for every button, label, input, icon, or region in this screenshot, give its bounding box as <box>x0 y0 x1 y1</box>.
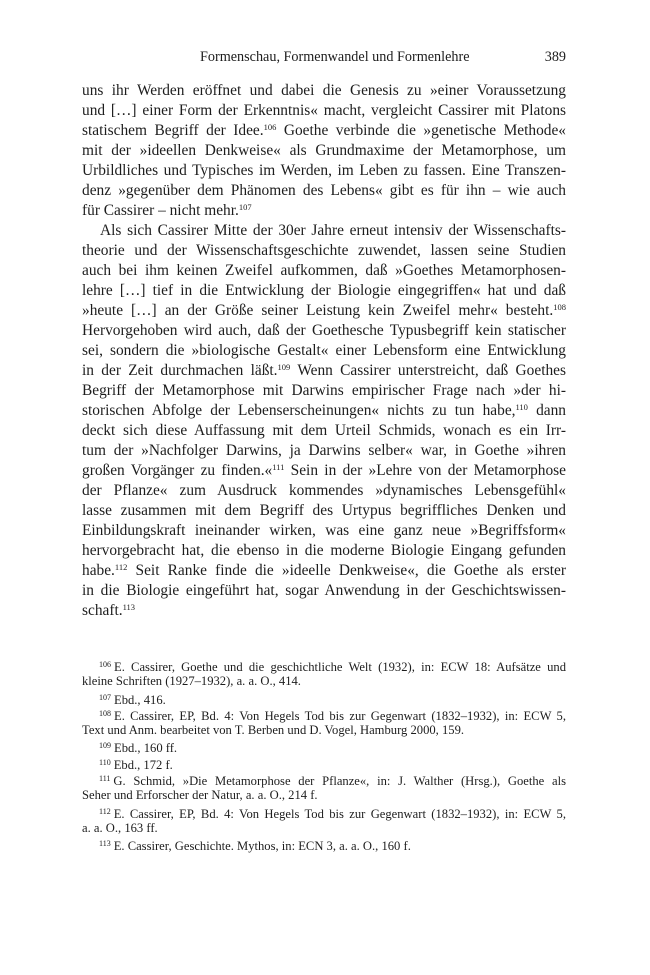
footnote-reference[interactable]: 110 <box>515 402 528 412</box>
body-line <box>82 321 566 341</box>
body-line <box>82 561 566 581</box>
footnote-line <box>82 706 566 722</box>
page-number: 389 <box>544 49 566 65</box>
body-line-text: schaft. <box>82 602 123 619</box>
footnote-line <box>82 673 566 689</box>
body-line-text: storischen Abfolge der Lebenserscheinungen« nichts zu tun habe, <box>82 402 516 419</box>
body-line <box>82 581 566 601</box>
body-line-text: uns ihr Werden eröffnet und dabei die Genesis zu »einer Voraussetzung <box>82 82 566 99</box>
body-line-text: in der Zeit durchmachen läßt. <box>82 362 278 379</box>
body-line <box>82 121 566 141</box>
body-line-continuation: Goethe verbinde die »genetische Methode« <box>276 122 566 139</box>
body-line <box>82 341 566 361</box>
body-line <box>82 81 566 101</box>
body-line <box>82 381 566 401</box>
footnote-text: E. Cassirer, EP, Bd. 4: Von Hegels Tod bis zur Gegenwart (1832–1932), in: ECW 5, <box>114 708 566 723</box>
body-line <box>82 481 566 501</box>
body-line <box>82 401 566 421</box>
footnote-text: E. Cassirer, Geschichte. Mythos, in: ECN 3, a. a. O., 160 f. <box>113 839 411 854</box>
footnote-line <box>82 755 566 771</box>
footnote-number: 107 <box>99 692 111 702</box>
footnote-text: Ebd., 160 ff. <box>114 741 178 756</box>
body-line <box>82 521 566 541</box>
body-line <box>82 201 566 221</box>
footnote-line <box>82 836 566 852</box>
footnote-line <box>82 804 566 820</box>
body-line-text: Begriff der Metamorphose mit Darwins empirischer Frage nach »der hi- <box>82 382 566 399</box>
body-line <box>82 261 566 281</box>
body-line-text: statischem Begriff der Idee. <box>82 122 264 139</box>
footnote-text: kleine Schriften (1927–1932), a. a. O., 414. <box>82 674 301 689</box>
body-line-text: Hervorgehoben wird auch, daß der Goethesche Typusbegriff kein statischer <box>82 322 566 339</box>
body-line <box>82 301 566 321</box>
footnote-number: 112 <box>99 806 111 816</box>
footnote-text: E. Cassirer, Goethe und die geschichtliche Welt (1932), in: ECW 18: Aufsätze und <box>114 660 566 674</box>
footnote-number: 109 <box>99 741 111 751</box>
body-line <box>82 501 566 521</box>
body-text <box>82 81 566 621</box>
footnote-number: 108 <box>99 708 111 718</box>
body-line-text: Urbildliches und Typisches im Werden, im Leben zu fassen. Eine Transzen- <box>82 162 566 179</box>
body-line <box>82 161 566 181</box>
footnote-text: a. a. O., 163 ff. <box>82 820 158 835</box>
footnote-text: Ebd., 416. <box>114 692 166 707</box>
body-line-text: großen Vorgänger zu finden.« <box>82 462 273 479</box>
footnotes <box>82 657 566 853</box>
body-line-text: lasse zusammen mit dem Begriff des Urtypus begriffliches Denken und <box>82 502 566 519</box>
footnote-line <box>82 820 566 836</box>
body-line <box>82 221 566 241</box>
footnote-reference[interactable]: 108 <box>553 302 566 312</box>
body-line-text: für Cassirer – nicht mehr. <box>82 202 239 219</box>
footnote-line <box>82 771 566 787</box>
body-line-continuation: dann <box>527 402 566 419</box>
body-line <box>82 421 566 441</box>
body-line <box>82 461 566 481</box>
footnote-number: 113 <box>99 839 111 849</box>
body-line-continuation: Sein in der »Lehre von der Metamorphose <box>284 462 566 479</box>
body-line-text: theorie und der Wissenschaftsgeschichte zuwendet, lassen seine Studien <box>82 242 566 259</box>
body-line <box>82 441 566 461</box>
footnote-text: Ebd., 172 f. <box>113 757 173 772</box>
body-line <box>82 601 566 621</box>
footnote-number: 111 <box>99 774 111 784</box>
footnote-text: E. Cassirer, EP, Bd. 4: Von Hegels Tod bis zur Gegenwart (1832–1932), in: ECW 5, <box>113 806 566 821</box>
body-line <box>82 361 566 381</box>
body-line-text: Einbildungskraft ineinander wirken, was eine ganz neue »Begriffsform« <box>82 522 566 539</box>
body-line-text: mit der »ideellen Denkweise« als Grundmaxime der Metamorphose, um <box>82 142 566 159</box>
body-line-text: »heute […] an der Größe seiner Leistung kein Zweifel mehr« besteht. <box>82 302 554 319</box>
footnote-line <box>82 738 566 754</box>
footnote-number: 106 <box>99 660 111 669</box>
body-line-text: der Pflanze« zum Ausdruck kommendes »dynamisches Lebensgefühl« <box>82 482 566 499</box>
footnote-reference[interactable]: 112 <box>114 562 128 572</box>
footnote-line <box>82 722 566 738</box>
footnote-line <box>82 787 566 803</box>
footnote-text: Seher und Erforscher der Natur, a. a. O., 214 f. <box>82 788 318 803</box>
body-line <box>82 541 566 561</box>
footnote-reference[interactable]: 107 <box>238 202 252 212</box>
body-line <box>82 241 566 261</box>
body-line-text: in die Biologie eingeführt hat, sogar Anwendung in der Geschichtswissen- <box>82 582 566 599</box>
footnote-reference[interactable]: 106 <box>263 122 277 132</box>
body-line-text: hervorgebracht hat, die ebenso in die moderne Biologie Eingang gefunden <box>82 542 566 559</box>
footnote-reference[interactable]: 109 <box>277 362 291 372</box>
body-line <box>82 281 566 301</box>
body-line-text: habe. <box>82 562 115 579</box>
body-line-continuation: Wenn Cassirer unterstreicht, daß Goethes <box>290 362 566 379</box>
body-line-text: und […] einer Form der Erkenntnis« macht, vergleicht Cassirer mit Platons <box>82 102 566 119</box>
body-line-continuation: Seit Ranke finde die »ideelle Denkweise«, die Goethe als erster <box>127 562 566 579</box>
body-line-text: deckt sich diese Auffassung mit dem Urteil Schmids, wonach es ein Irr- <box>82 422 566 439</box>
body-line-text: lehre […] tief in die Entwicklung der Biologie eingegriffen« hat und daß <box>82 282 566 299</box>
footnote-number: 110 <box>99 757 111 767</box>
footnote-reference[interactable]: 113 <box>122 602 136 612</box>
footnote-reference[interactable]: 111 <box>272 462 285 472</box>
body-line <box>82 101 566 121</box>
footnote-text: Text und Anm. bearbeitet von T. Berben und D. Vogel, Hamburg 2000, 159. <box>82 723 465 738</box>
running-head-title: Formenschau, Formenwandel und Formenlehre <box>200 49 470 65</box>
footnote-line <box>82 690 566 706</box>
body-line-text: auch bei ihm keinen Zweifel aufkommen, daß »Goethes Metamorphosen- <box>82 262 566 279</box>
body-line-text: Als sich Cassirer Mitte der 30er Jahre erneut intensiv der Wissenschafts- <box>100 222 566 239</box>
body-line-text: tum der »Nachfolger Darwins, ja Darwins selber« war, in Goethe »ihren <box>82 442 566 459</box>
footnote-line <box>82 657 566 673</box>
body-line <box>82 181 566 201</box>
body-line <box>82 141 566 161</box>
body-line-text: denz »gegenüber dem Phänomen des Lebens« gibt es für ihn – wie auch <box>82 182 566 199</box>
body-line-text: sei, sondern die »biologische Gestalt« einer Lebensform eine Entwicklung <box>82 342 566 359</box>
footnote-text: G. Schmid, »Die Metamorphose der Pflanze«, in: J. Walther (Hrsg.), Goethe als <box>113 774 566 789</box>
